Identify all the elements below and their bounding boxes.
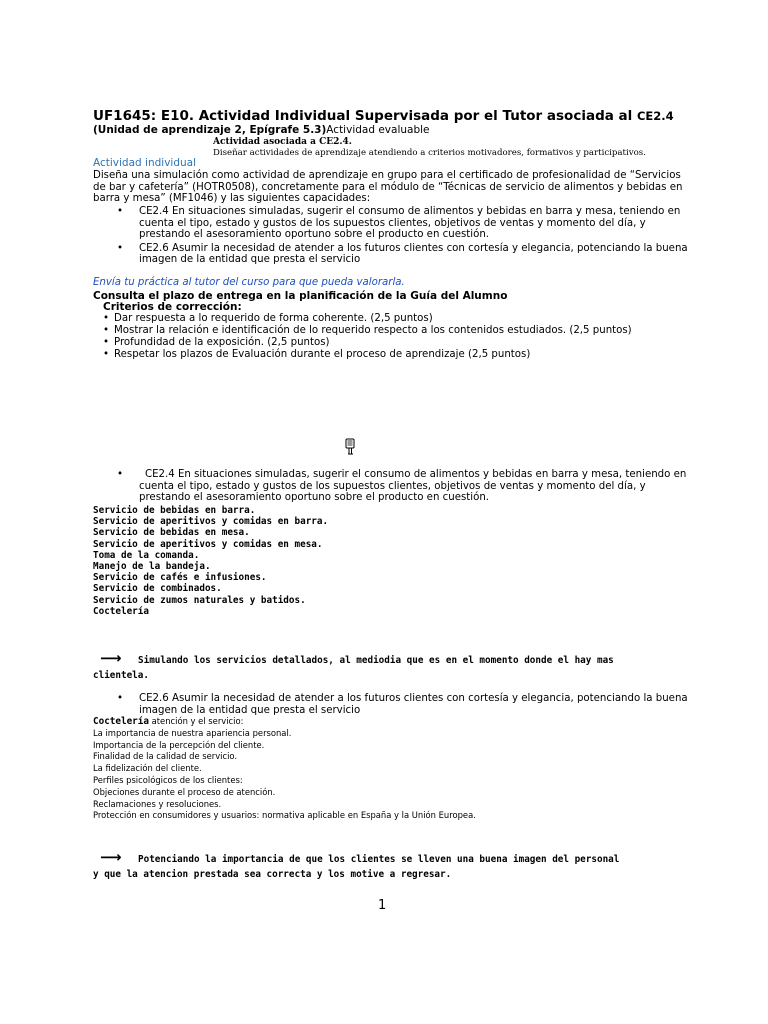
section-heading-activity: Actividad individual <box>93 157 196 169</box>
services-list <box>93 505 328 617</box>
list-item: Servicio de bebidas en barra. <box>93 505 256 516</box>
list-item: Servicio de aperitivos y comidas en barra. <box>93 516 329 528</box>
subtitle-evaluable: Actividad evaluable <box>326 124 430 136</box>
list-item: La fidelización del cliente. <box>93 763 202 774</box>
criteria-list <box>103 313 703 361</box>
list-item: Importancia de la percepción del cliente. <box>93 739 265 750</box>
arrow-paragraph-2: ⟶ Potenciando la importancia de que los clientes se lleven una buena imagen del personal <box>100 848 620 866</box>
activity-intro: Diseña una simulación como actividad de aprendizaje en grupo para el certificado de profesionalidad de “Servicios de bar y cafetería” (HOTR0508), concretamente para el módulo de “Técnicas de servicio de alimentos y bebidas en barra y mesa” (MF1046) y las siguientes capacidades: <box>93 170 683 204</box>
list-item: Toma de la comanda. <box>93 549 200 561</box>
right-arrow-icon: ⟶ <box>100 649 122 667</box>
criteria-heading: Criterios de corrección: <box>103 301 242 313</box>
list-item: • CE2.4 En situaciones simuladas, sugerir el consumo de alimentos y bebidas en barra y mesa, teniendo en cuenta el tipo, estado y gustos de los supuestos clientes, objetivos de ventas y momento del día, y prestando el asesoramiento oportuno sobre el producto en cuestión. <box>117 469 687 503</box>
topics-list <box>93 716 476 822</box>
capacities-list <box>93 206 693 268</box>
list-item: Reclamaciones y resoluciones. <box>93 798 222 809</box>
right-arrow-icon: ⟶ <box>100 848 122 866</box>
list-item: Perfiles psicológicos de los clientes: <box>93 774 243 785</box>
list-item: Coctelería atención y el servicio: <box>93 716 244 727</box>
activity-description: Diseñar actividades de aprendizaje atendiendo a criterios motivadores, formativos y participativos. <box>213 148 646 158</box>
list-item: • CE2.6 Asumir la necesidad de atender a los futuros clientes con cortesía y elegancia, potenciando la buena imagen de la entidad que presta el servicio <box>117 693 688 716</box>
list-item: • CE2.4 En situaciones simuladas, sugerir el consumo de alimentos y bebidas en barra y mesa, teniendo en cuenta el tipo, estado y gustos de los supuestos clientes, objetivos de ventas y momento del día, y prestando el asesoramiento oportuno sobre el producto en cuestión. <box>117 206 681 240</box>
list-item: Manejo de la bandeja. <box>93 561 211 573</box>
page-title <box>93 108 674 124</box>
list-item: Objeciones durante el proceso de atención. <box>93 786 276 797</box>
arrow-paragraph-1: ⟶ Simulando los servicios detallados, al mediodia que es en el momento donde el hay mas <box>100 649 614 667</box>
hand-pointer-icon <box>343 438 357 456</box>
arrow-paragraph-1-cont: clientela. <box>93 670 149 681</box>
list-item: • Respetar los plazos de Evaluación durante el proceso de aprendizaje (2,5 puntos) <box>103 349 531 360</box>
list-item: Servicio de bebidas en mesa. <box>93 527 250 539</box>
title-main: UF1645: E10. Actividad Individual Supervisada por el Tutor asociada al <box>93 108 637 124</box>
list-item: Servicio de zumos naturales y batidos. <box>93 594 306 606</box>
list-item: • Mostrar la relación e identificación de lo requerido respecto a los contenidos estudiados. (2,5 puntos) <box>103 325 632 336</box>
list-item: • Dar respuesta a lo requerido de forma coherente. (2,5 puntos) <box>103 313 433 324</box>
list-item: Protección en consumidores y usuarios: normativa aplicable en España y la Unión Europea. <box>93 810 476 821</box>
subtitle <box>93 124 430 136</box>
answer-ce26-list <box>93 693 693 718</box>
list-item: Coctelería <box>93 605 149 617</box>
list-item: Finalidad de la calidad de servicio. <box>93 751 238 762</box>
deadline-note: Consulta el plazo de entrega en la planificación de la Guía del Alumno <box>93 290 508 302</box>
list-item: Servicio de cafés e infusiones. <box>93 572 267 584</box>
list-item: La importancia de nuestra apariencia personal. <box>93 727 292 738</box>
list-item: Servicio de aperitivos y comidas en mesa. <box>93 538 323 550</box>
list-item: • CE2.6 Asumir la necesidad de atender a los futuros clientes con cortesía y elegancia, potenciando la buena imagen de la entidad que presta el servicio <box>117 242 688 265</box>
send-note: Envía tu práctica al tutor del curso para que pueda valorarla. <box>93 277 405 288</box>
page-number: 1 <box>378 898 387 913</box>
arrow-paragraph-2-cont: y que la atencion prestada sea correcta y los motive a regresar. <box>93 869 452 880</box>
list-item: Servicio de combinados. <box>93 583 222 595</box>
answer-ce24-list <box>93 469 693 506</box>
list-item: • Profundidad de la exposición. (2,5 puntos) <box>103 337 330 348</box>
activity-association: Actividad asociada a CE2.4. <box>213 137 352 147</box>
subtitle-unit: (Unidad de aprendizaje 2, Epígrafe 5.3) <box>93 124 327 136</box>
title-ce: CE2.4 <box>636 109 674 123</box>
